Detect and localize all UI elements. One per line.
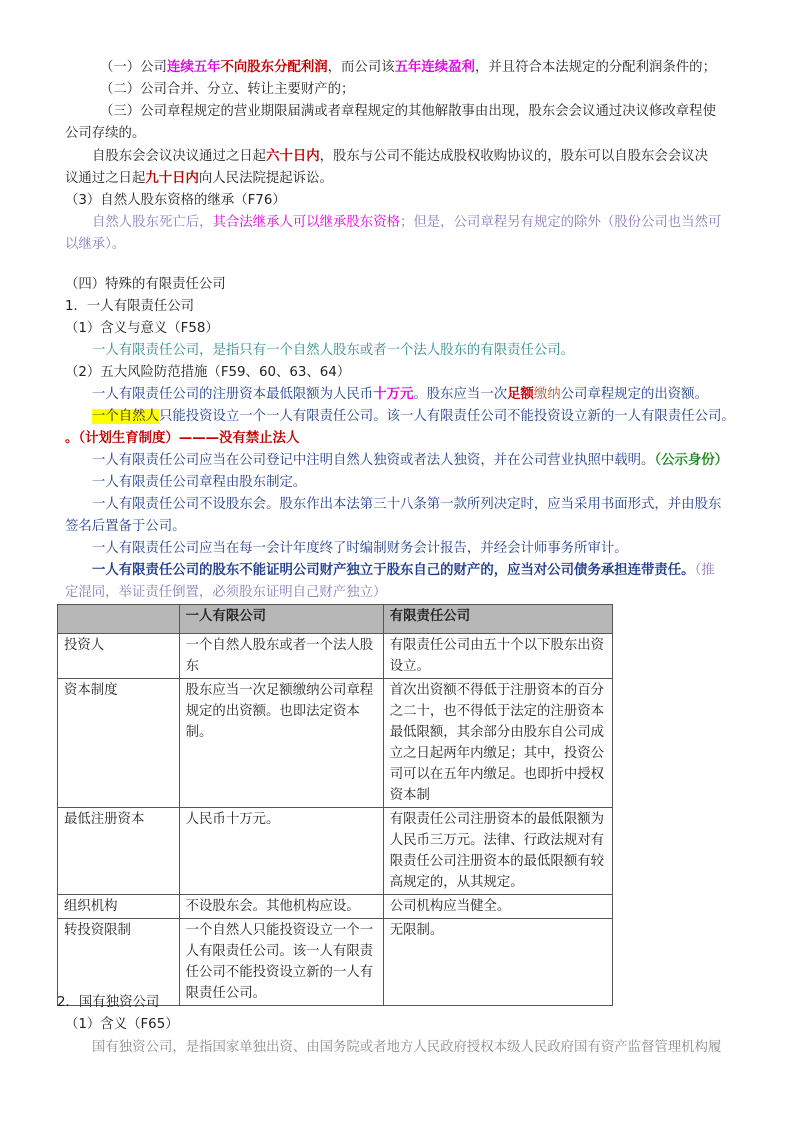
paragraph-line (92, 561, 715, 581)
section-heading: （1）含义与意义（F58） (65, 321, 219, 336)
table-cell: 有限责任公司注册资本的最低限额为人民币三万元。法律、行政法规对有限责任公司注册资本的最低限额有较高规定的，从其规定。 (383, 808, 612, 895)
paragraph-line (92, 385, 708, 405)
paragraph-line (92, 147, 708, 167)
emphasis-text: 五年连续盈利 (394, 60, 475, 75)
table-row (58, 895, 613, 919)
paragraph-line: 一人有限责任公司应当在每一会计年度终了时编制财务会计报告，并经会计师事务所审计。 (92, 541, 628, 556)
emphasis-text: 一人有限责任公司的股东不能证明公司财产独立于股东自己的财产的，应当对公司债务承担连带责任。 (92, 563, 695, 578)
paragraph-line (100, 58, 716, 78)
text-run: 议通过之日起 (65, 171, 146, 186)
text-run: ，并且符合本法规定的分配利润条件的； (474, 60, 716, 75)
highlighted-text: 一个自然人 (92, 409, 159, 424)
table-cell: 一个自然人只能投资设立一个一人有限责任公司。该一人有限责任公司不能投资设立新的一人有限责任公司。 (179, 919, 383, 1006)
table-cell: 无限制。 (383, 919, 612, 1006)
text-run: 向人民法院提起诉讼。 (198, 171, 333, 186)
table-header-cell (58, 605, 180, 634)
text-run: ；但是，公司章程另有规定的除外（股份公司也当然可 (399, 215, 722, 230)
emphasis-text: 其合法继承人可以继承股东资格 (212, 215, 400, 230)
table-cell: 最低注册资本 (58, 808, 180, 895)
paragraph-line: 国有独资公司，是指国家单独出资、由国务院或者地方人民政府授权本级人民政府国有资产监督管理机构履 (92, 1040, 722, 1055)
comparison-table (57, 604, 613, 1006)
table-row (58, 679, 613, 808)
table-cell: 人民币十万元。 (179, 808, 383, 895)
table-header-cell: 一人有限公司 (179, 605, 383, 634)
text-run: 自然人股东死亡后， (92, 215, 213, 230)
section-heading: （3）自然人股东资格的继承（F76） (65, 193, 286, 208)
paragraph-line: 公司存续的。 (65, 126, 146, 141)
text-run: 公司章程规定的出资额。 (560, 387, 708, 402)
emphasis-text: 十万元 (373, 387, 414, 402)
paragraph-line: 一人有限责任公司章程由股东制定。 (92, 475, 307, 490)
paragraph-line (92, 451, 728, 471)
table-header-cell: 有限责任公司 (383, 605, 612, 634)
table-row (58, 634, 613, 679)
text-run: 只能投资设立一个一人有限责任公司。该一人有限责任公司不能投资设立新的一人有限责任公司。 (158, 409, 735, 424)
table-cell: 投资人 (58, 634, 180, 679)
table-cell: 公司机构应当健全。 (383, 895, 612, 919)
table-cell: 不设股东会。其他机构应设。 (179, 895, 383, 919)
table-cell: 转投资限制 (58, 919, 180, 1006)
paragraph-line (65, 169, 333, 189)
paragraph-line (92, 213, 721, 233)
table-cell: 股东应当一次足额缴纳公司章程规定的出资额。也即法定资本制。 (179, 679, 383, 808)
paragraph-line: （三）公司章程规定的营业期限届满或者章程规定的其他解散事由出现，股东会会议通过决议修改章程使 (100, 104, 716, 119)
table-cell: 有限责任公司由五十个以下股东出资设立。 (383, 634, 612, 679)
paragraph-line: 一人有限责任公司，是指只有一个自然人股东或者一个法人股东的有限责任公司。 (92, 343, 575, 358)
section-heading: （四）特殊的有限责任公司 (65, 277, 226, 292)
section-heading: 1．一人有限责任公司 (65, 299, 195, 314)
paragraph-line (92, 407, 735, 427)
text-run: ，股东与公司不能达成股权收购协议的，股东可以自股东会会议决 (319, 149, 708, 164)
paragraph-line: 签名后置备于公司。 (65, 519, 186, 534)
emphasis-text: 足额 (507, 387, 534, 402)
text-run: 一人有限责任公司应当在公司登记中注明自然人独资或者法人独资，并在公司营业执照中载明。 (92, 453, 655, 468)
table-row (58, 808, 613, 895)
section-heading: （1）含义（F65） (65, 1017, 179, 1032)
table-cell: 一个自然人股东或者一个法人股东 (179, 634, 383, 679)
section-heading: （2）五大风险防范措施（F59、60、63、64） (65, 365, 351, 380)
table-cell: 首次出资额不得低于注册资本的百分之二十，也不得低于法定的注册资本最低限额，其余部分由股东自公司成立之日起两年内缴足；其中，投资公司可以在五年内缴足。也即折中授权资本制 (383, 679, 612, 808)
text-run: ，而公司该 (327, 60, 395, 75)
table-cell: 资本制度 (58, 679, 180, 808)
text-run: 缴纳 (533, 387, 561, 402)
emphasis-text: 六十日内 (266, 149, 320, 164)
text-run: 一人有限责任公司的注册资本最低限额为人民币 (92, 387, 374, 402)
paragraph-line: 。（计划生育制度）———没有禁止法人 (65, 431, 300, 446)
emphasis-text: 九十日内 (145, 171, 199, 186)
table-header-row (58, 605, 613, 634)
text-run: （一）公司 (100, 60, 167, 75)
paragraph-line: （二）公司合并、分立、转让主要财产的； (100, 82, 355, 97)
paragraph-line: 定混同，举证责任倒置，必须股东证明自己财产独立） (65, 585, 387, 600)
table-cell: 组织机构 (58, 895, 180, 919)
text-run: 。股东应当一次 (413, 387, 508, 402)
paragraph-line: 以继承）。 (65, 237, 126, 252)
text-run: 自股东会会议决议通过之日起 (92, 149, 267, 164)
emphasis-text: 连续五年 (166, 60, 221, 75)
emphasis-text: （公示身份） (654, 453, 729, 468)
paragraph-line: 一人有限责任公司不设股东会。股东作出本法第三十八条第一款所列决定时，应当采用书面形式，并由股东 (92, 497, 722, 512)
text-run: （推 (694, 563, 715, 578)
emphasis-text: 不向股东分配利润 (220, 60, 328, 75)
section-heading: 2．国有独资公司 (57, 995, 160, 1010)
